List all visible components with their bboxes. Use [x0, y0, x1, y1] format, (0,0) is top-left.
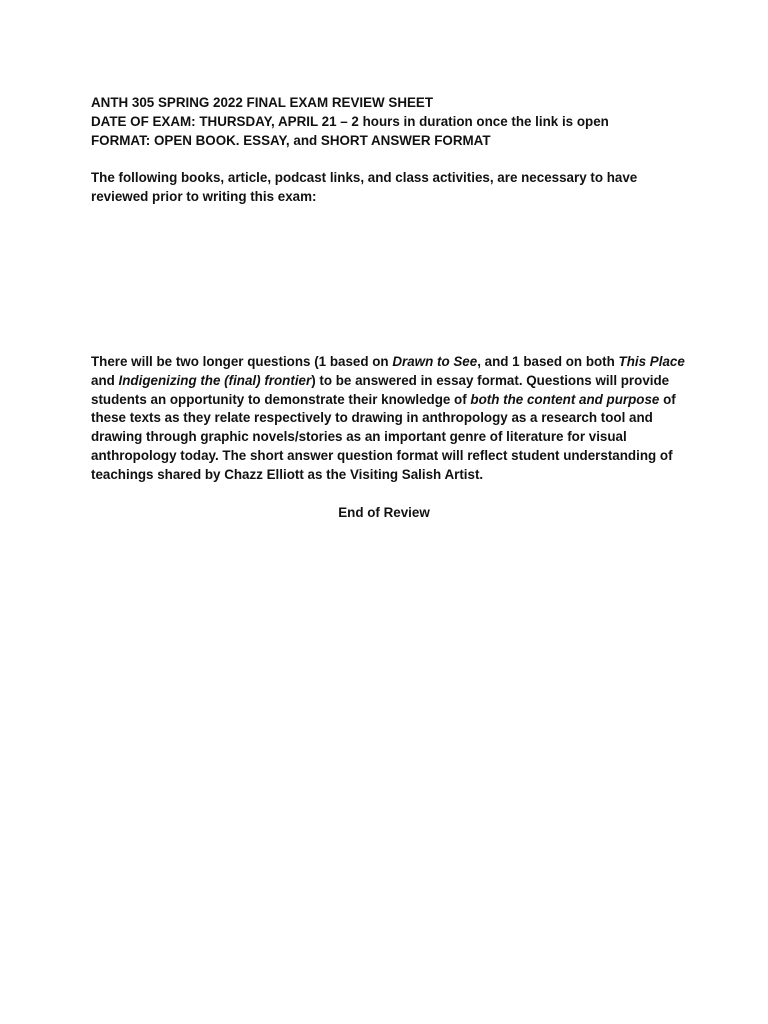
emphasis-content-purpose: both the content and purpose — [470, 391, 660, 407]
essay-text-4: ) to be answered in essay format. Questions will provide students an opportunity to demonstrate their knowledge of — [91, 372, 670, 407]
end-of-review: End of Review — [338, 504, 430, 520]
exam-title: ANTH 305 SPRING 2022 FINAL EXAM REVIEW SHEET — [91, 95, 434, 110]
exam-date: DATE OF EXAM: THURSDAY, APRIL 21 – 2 hours in duration once the link is open — [91, 113, 609, 129]
blank-space — [91, 207, 691, 353]
essay-text-1: There will be two longer questions (1 based on — [91, 353, 393, 369]
essay-text-5: of these texts as they relate respectively to drawing in anthropology as a research tool and drawing through graphic novels/stories as an important genre of literature for visual anthropology today. The short answer question format will reflect student understanding of teachings shared by Chazz Elliott as the Visiting Salish Artist. — [91, 391, 676, 482]
essay-text-3: and — [91, 372, 119, 388]
essay-text-2: , and 1 based on both — [477, 353, 619, 369]
book-title-drawn-to-see: Drawn to See — [392, 353, 478, 369]
exam-format: FORMAT: OPEN BOOK. ESSAY, and SHORT ANSWER FORMAT — [91, 132, 491, 148]
book-title-indigenizing-frontier: Indigenizing the (final) frontier — [118, 372, 312, 388]
intro-paragraph: The following books, article, podcast links, and class activities, are necessary to have reviewed prior to writing this exam: — [91, 170, 638, 205]
document-body — [91, 94, 691, 522]
book-title-this-place: This Place — [618, 353, 685, 369]
exam-header — [91, 94, 691, 150]
essay-paragraph — [91, 353, 691, 485]
